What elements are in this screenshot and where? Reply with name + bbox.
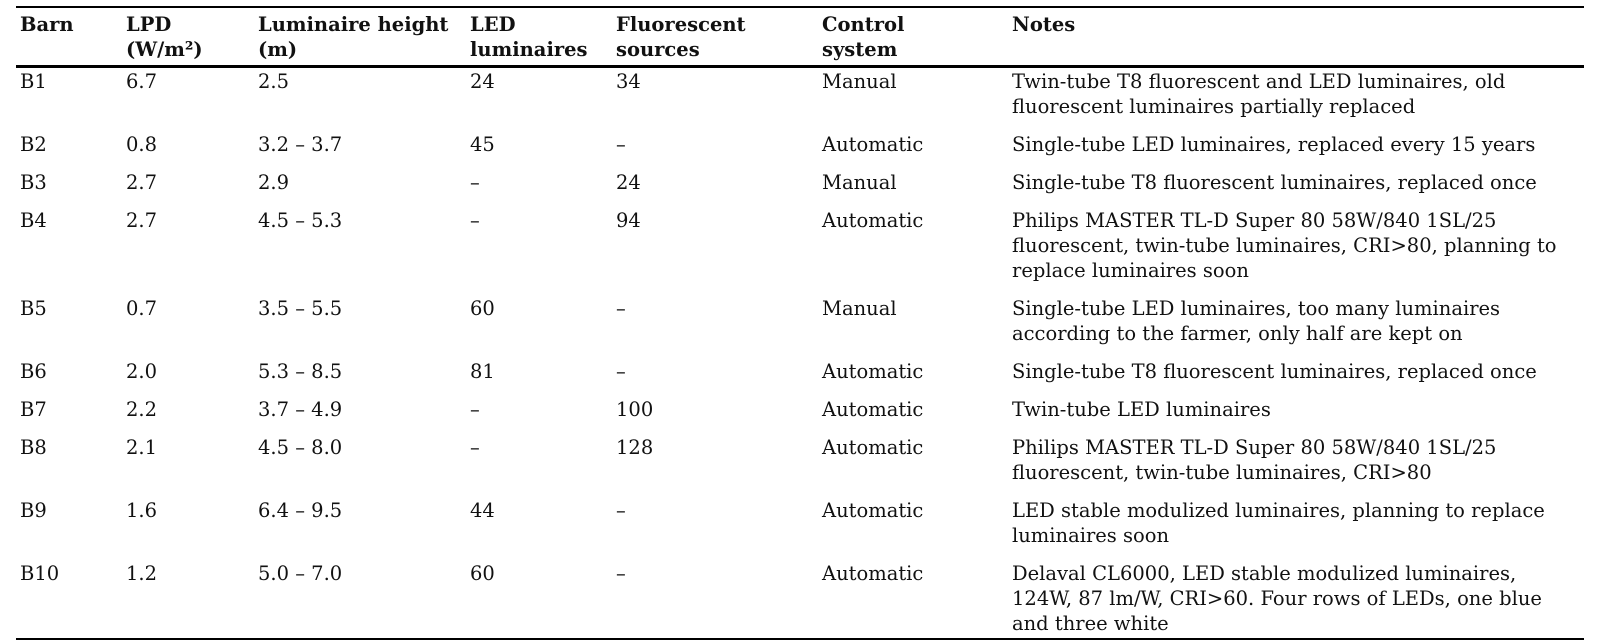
- cell-control-system: Automatic: [822, 562, 924, 585]
- cell-fluorescent-sources: 94: [616, 209, 641, 232]
- cell-led-luminaires: –: [470, 209, 480, 232]
- cell-luminaire-height: 2.5: [258, 70, 290, 93]
- cell-fluorescent-sources: 24: [616, 171, 641, 194]
- table-row: [16, 207, 1584, 295]
- header-control-system: [818, 7, 1008, 67]
- cell-fluorescent-sources: –: [616, 499, 626, 522]
- cell-luminaire-height: 5.0 – 7.0: [258, 562, 343, 585]
- cell-control-system: Automatic: [822, 436, 924, 459]
- header-notes-line: Notes: [1012, 13, 1076, 36]
- cell-control-system: Manual: [822, 171, 897, 194]
- cell-barn: B5: [20, 297, 47, 320]
- header-lpd-line: LPD: [126, 13, 172, 36]
- cell-fluorescent-sources: –: [616, 133, 626, 156]
- cell-led-luminaires: 60: [470, 297, 495, 320]
- table-row: [16, 434, 1584, 497]
- cell-led-luminaires: –: [470, 171, 480, 194]
- cell-luminaire-height: 4.5 – 8.0: [258, 436, 343, 459]
- cell-notes: Single-tube LED luminaires, replaced every 15 years: [1012, 133, 1536, 156]
- table-row: [16, 295, 1584, 358]
- barn-lighting-table-container: [16, 6, 1584, 640]
- header-led-luminaires: [466, 7, 612, 67]
- cell-led-luminaires: 45: [470, 133, 495, 156]
- table-row: [16, 358, 1584, 396]
- header-lpd-line: (W/m²): [126, 38, 203, 61]
- cell-luminaire-height: 6.4 – 9.5: [258, 499, 343, 522]
- header-control-system-line: Control: [822, 13, 905, 36]
- header-barn-line: Barn: [20, 13, 74, 36]
- cell-barn: B3: [20, 171, 47, 194]
- header-luminaire-height-line: (m): [258, 38, 298, 61]
- table-row: [16, 497, 1584, 560]
- cell-led-luminaires: 81: [470, 360, 495, 383]
- cell-notes: Delaval CL6000, LED stable modulized luminaires, 124W, 87 lm/W, CRI>60. Four rows of LEDs, one blue and three white: [1012, 562, 1542, 635]
- table-row: [16, 396, 1584, 434]
- cell-notes: Twin-tube LED luminaires: [1012, 398, 1271, 421]
- cell-notes: Philips MASTER TL-D Super 80 58W/840 1SL/25 fluorescent, twin-tube luminaires, CRI>80: [1012, 436, 1497, 484]
- cell-barn: B4: [20, 209, 47, 232]
- cell-control-system: Automatic: [822, 499, 924, 522]
- cell-led-luminaires: 44: [470, 499, 495, 522]
- cell-barn: B7: [20, 398, 47, 421]
- cell-fluorescent-sources: 100: [616, 398, 654, 421]
- cell-lpd: 0.8: [126, 133, 158, 156]
- cell-luminaire-height: 2.9: [258, 171, 290, 194]
- cell-barn: B9: [20, 499, 47, 522]
- table-header: [16, 7, 1584, 67]
- cell-fluorescent-sources: –: [616, 562, 626, 585]
- table-row: [16, 67, 1584, 132]
- cell-control-system: Manual: [822, 70, 897, 93]
- cell-barn: B1: [20, 70, 47, 93]
- cell-lpd: 2.2: [126, 398, 158, 421]
- cell-luminaire-height: 3.7 – 4.9: [258, 398, 343, 421]
- cell-luminaire-height: 3.2 – 3.7: [258, 133, 343, 156]
- table-row: [16, 131, 1584, 169]
- cell-fluorescent-sources: 34: [616, 70, 641, 93]
- cell-fluorescent-sources: 128: [616, 436, 654, 459]
- cell-led-luminaires: 60: [470, 562, 495, 585]
- cell-notes: Philips MASTER TL-D Super 80 58W/840 1SL/25 fluorescent, twin-tube luminaires, CRI>80, planning to replace luminaires soon: [1012, 209, 1557, 282]
- cell-led-luminaires: –: [470, 398, 480, 421]
- cell-luminaire-height: 5.3 – 8.5: [258, 360, 343, 383]
- cell-control-system: Automatic: [822, 398, 924, 421]
- cell-led-luminaires: –: [470, 436, 480, 459]
- cell-lpd: 0.7: [126, 297, 158, 320]
- cell-notes: LED stable modulized luminaires, planning to replace luminaires soon: [1012, 499, 1545, 547]
- cell-lpd: 2.1: [126, 436, 158, 459]
- table-row: [16, 560, 1584, 639]
- cell-notes: Single-tube T8 fluorescent luminaires, replaced once: [1012, 360, 1537, 383]
- cell-lpd: 2.7: [126, 209, 158, 232]
- header-lpd: [122, 7, 254, 67]
- cell-control-system: Manual: [822, 297, 897, 320]
- cell-control-system: Automatic: [822, 360, 924, 383]
- cell-lpd: 1.2: [126, 562, 158, 585]
- cell-led-luminaires: 24: [470, 70, 495, 93]
- header-led-luminaires-line: LED: [470, 13, 516, 36]
- header-control-system-line: system: [822, 38, 898, 61]
- cell-lpd: 1.6: [126, 499, 158, 522]
- header-row: [16, 7, 1584, 67]
- header-luminaire-height-line: Luminaire height: [258, 13, 449, 36]
- header-led-luminaires-line: luminaires: [470, 38, 588, 61]
- cell-barn: B6: [20, 360, 47, 383]
- cell-luminaire-height: 3.5 – 5.5: [258, 297, 343, 320]
- header-fluorescent-sources-line: sources: [616, 38, 700, 61]
- header-barn: [16, 7, 122, 67]
- table-row: [16, 169, 1584, 207]
- cell-notes: Twin-tube T8 fluorescent and LED luminaires, old fluorescent luminaires partially replaced: [1012, 70, 1506, 118]
- cell-notes: Single-tube LED luminaires, too many luminaires according to the farmer, only half are kept on: [1012, 297, 1501, 345]
- cell-fluorescent-sources: –: [616, 297, 626, 320]
- cell-luminaire-height: 4.5 – 5.3: [258, 209, 343, 232]
- cell-fluorescent-sources: –: [616, 360, 626, 383]
- cell-barn: B10: [20, 562, 60, 585]
- header-fluorescent-sources: [612, 7, 818, 67]
- cell-control-system: Automatic: [822, 133, 924, 156]
- header-fluorescent-sources-line: Fluorescent: [616, 13, 746, 36]
- header-luminaire-height: [254, 7, 466, 67]
- header-notes: [1008, 7, 1584, 67]
- cell-lpd: 2.7: [126, 171, 158, 194]
- cell-lpd: 2.0: [126, 360, 158, 383]
- barn-lighting-table: [16, 6, 1584, 640]
- cell-control-system: Automatic: [822, 209, 924, 232]
- cell-notes: Single-tube T8 fluorescent luminaires, replaced once: [1012, 171, 1537, 194]
- table-body: [16, 67, 1584, 640]
- cell-barn: B8: [20, 436, 47, 459]
- cell-barn: B2: [20, 133, 47, 156]
- cell-lpd: 6.7: [126, 70, 158, 93]
